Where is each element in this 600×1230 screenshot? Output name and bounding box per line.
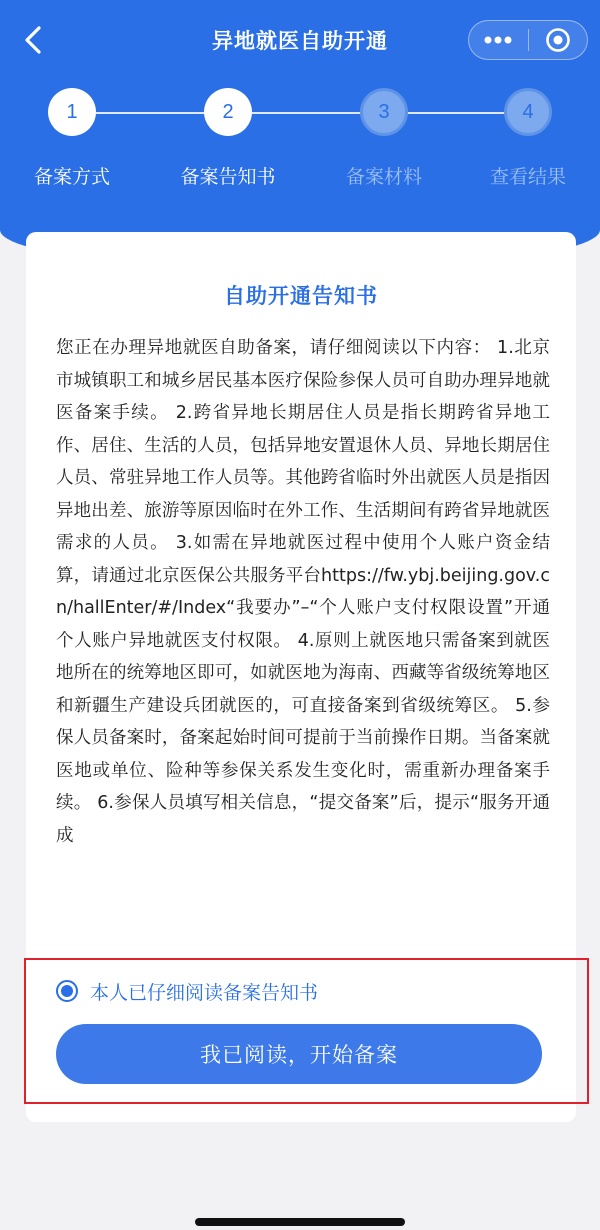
home-indicator <box>195 1218 405 1226</box>
step-4-circle: 4 <box>504 88 552 136</box>
step-indicator <box>0 88 600 198</box>
step-2-circle: 2 <box>204 88 252 136</box>
step-connector <box>406 112 506 114</box>
more-dots-icon[interactable] <box>469 20 528 60</box>
mini-program-capsule <box>468 20 588 60</box>
target-circle-icon[interactable] <box>528 20 587 60</box>
agreement-label: 本人已仔细阅读备案告知书 <box>90 981 319 1004</box>
step-connector <box>252 112 362 114</box>
step-connector <box>96 112 208 114</box>
notice-title: 自助开通告知书 <box>224 284 378 308</box>
step-2-label: 备案告知书 <box>180 166 276 188</box>
step-3-label: 备案材料 <box>345 166 422 188</box>
notice-text[interactable]: 您正在办理异地就医自助备案，请仔细阅读以下内容： 1.北京市城镇职工和城乡居民基本医疗保险参保人员可自助办理异地就医备案手续。 2.跨省异地长期居住人员是指长期跨省异地工作、居住、生活的人员，包括异地安置退休人员、异地长期居住人员、常驻异地工作人员等。其他跨省临时外出就医人员是指因异地出差、旅游等原因临时在外工作、生活期间有跨省异地就医需求的人员。 3.如需在异地就医过程中使用个人账户资金结算，请通过北京医保公共服务平台https://fw.ybj.beijing.gov.cn/hallEnter/#/Index“我要办”–“个人账户支付权限设置”开通个人账户异地就医支付权限。 4.原则上就医地只需备案到就医地所在的统筹地区即可，如就医地为海南、西藏等省级统筹地区和新疆生产建设兵团就医的，可直接备案到省级统筹区。 5.参保人员备案时，备案起始时间可提前于当前操作日期。当备案就医地或单位、险种等参保关系发生变化时，需重新办理备案手续。 6.参保人员填写相关信息，“提交备案”后，提示“服务开通成 <box>56 338 550 846</box>
step-4-label: 查看结果 <box>489 166 566 188</box>
start-filing-button[interactable]: 我已阅读，开始备案 <box>56 1024 542 1084</box>
step-1-label: 备案方式 <box>33 166 110 188</box>
navbar <box>0 0 600 80</box>
highlight-box <box>24 958 589 1104</box>
step-3-circle: 3 <box>360 88 408 136</box>
step-1-circle: 1 <box>48 88 96 136</box>
page-title: 异地就医自助开通 <box>212 29 388 53</box>
chevron-left-icon[interactable] <box>18 22 48 58</box>
